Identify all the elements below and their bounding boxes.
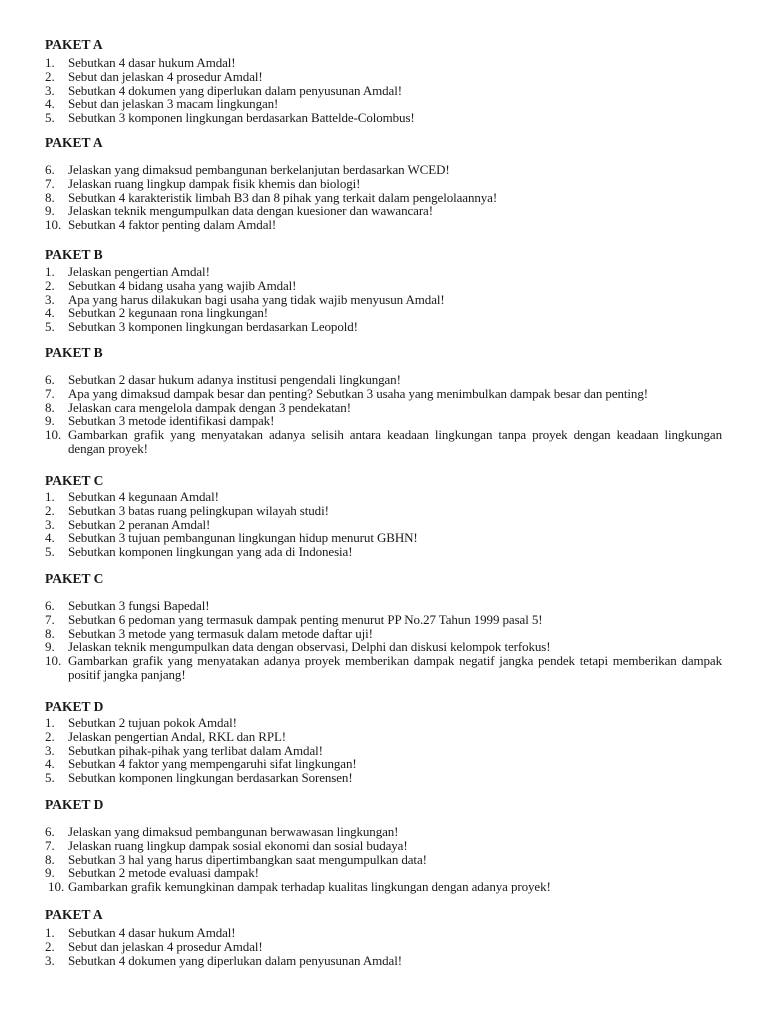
question-item [45,545,722,559]
question-list [45,163,722,232]
question-item [45,880,722,894]
question-number: 6. [45,162,55,177]
section-heading: PAKET A [45,135,103,150]
question-text: Jelaskan yang dimaksud pembangunan berkelanjutan berdasarkan WCED! [68,162,450,177]
question-text: Jelaskan ruang lingkup dampak fisik khemis dan biologi! [68,175,361,191]
section-heading: PAKET B [45,247,103,262]
question-item [45,839,722,853]
question-item [45,293,722,307]
question-text: Sebutkan 3 metode identifikasi dampak! [68,413,275,429]
question-number: 10. [48,879,65,895]
question-item [45,306,722,320]
question-item [45,866,722,880]
question-number: 9. [45,203,55,219]
question-item [45,518,722,532]
question-number: 3. [45,742,55,758]
question-text: Jelaskan pengertian Andal, RKL dan RPL! [68,728,287,744]
question-item [45,191,722,205]
question-item [45,414,722,428]
question-item [45,954,722,968]
question-number: 6. [45,824,55,839]
question-item [45,97,722,111]
section-heading: PAKET D [45,699,104,714]
question-item [45,730,722,744]
question-text: Sebutkan 3 komponen lingkungan berdasarkan Leopold! [68,319,358,335]
question-list [45,599,722,682]
question-item [45,265,722,279]
question-text: Sebutkan 2 metode evaluasi dampak! [68,865,259,881]
question-number: 10. [45,427,62,443]
question-number: 9. [45,865,55,881]
question-item [45,84,722,98]
question-text: Sebutkan 2 dasar hukum adanya institusi pengendali lingkungan! [68,372,401,387]
question-text: Jelaskan teknik mengumpulkan data dengan observasi, Delphi dan diskusi kelompok terfokus! [68,639,551,655]
question-item [45,654,722,682]
question-number: 5. [45,319,55,335]
question-item [45,940,722,954]
question-item [45,401,722,415]
question-text: Jelaskan yang dimaksud pembangunan berwawasan lingkungan! [68,824,399,839]
question-number: 7. [45,175,55,191]
question-item [45,613,722,627]
question-item [45,111,722,125]
question-list [45,373,722,456]
question-item [45,320,722,334]
question-text: Sebutkan pihak-pihak yang terlibat dalam Amdal! [68,742,323,758]
question-list [45,926,722,967]
question-item [45,177,722,191]
section-heading: PAKET A [45,907,103,922]
question-number: 6. [45,372,55,387]
question-text: Sebutkan 3 fungsi Bapedal! [68,598,210,613]
question-item [45,163,722,177]
question-number: 4. [45,305,55,321]
question-number: 9. [45,413,55,429]
question-item [45,204,722,218]
question-number: 3. [45,952,55,968]
question-item [45,218,722,232]
question-text: Sebutkan 4 faktor penting dalam Amdal! [68,217,277,233]
question-number: 6. [45,598,55,613]
question-item [45,744,722,758]
question-text: Jelaskan pengertian Amdal! [68,264,210,279]
question-number: 2. [45,277,55,293]
question-text: Gambarkan grafik yang menyatakan adanya selisih antara keadaan lingkungan tanpa proyek dengan keadaan lingkungan dengan proyek! [68,427,722,456]
question-item [45,490,722,504]
question-number: 8. [45,851,55,867]
question-text: Sebutkan 4 dasar hukum Amdal! [68,925,236,940]
question-item [45,771,722,785]
question-item [45,56,722,70]
question-text: Sebut dan jelaskan 4 prosedur Amdal! [68,938,263,954]
question-item [45,825,722,839]
question-text: Sebutkan 4 dokumen yang diperlukan dalam penyusunan Amdal! [68,952,402,968]
question-item [45,627,722,641]
question-text: Sebutkan 3 metode yang termasuk dalam metode daftar uji! [68,625,373,641]
question-text: Sebutkan 4 bidang usaha yang wajib Amdal! [68,277,297,293]
question-list [45,825,722,894]
question-text: Sebutkan 3 hal yang harus dipertimbangkan saat mengumpulkan data! [68,851,427,867]
question-number: 7. [45,611,55,627]
question-text: Jelaskan ruang lingkup dampak sosial ekonomi dan sosial budaya! [68,837,408,853]
question-number: 4. [45,756,55,772]
question-item [45,70,722,84]
question-number: 1. [45,55,55,70]
question-text: Sebutkan 3 tujuan pembangunan lingkungan hidup menurut GBHN! [68,530,418,546]
question-text: Sebutkan 4 faktor yang mempengaruhi sifat lingkungan! [68,756,357,772]
question-number: 2. [45,938,55,954]
question-number: 8. [45,399,55,415]
question-item [45,531,722,545]
question-item [45,599,722,613]
question-number: 1. [45,715,55,730]
question-number: 10. [45,217,62,233]
question-text: Sebutkan 3 batas ruang pelingkupan wilayah studi! [68,502,329,518]
question-item [45,504,722,518]
section-heading: PAKET D [45,797,104,812]
question-text: Sebutkan 4 dasar hukum Amdal! [68,55,236,70]
question-item [45,428,722,456]
question-number: 5. [45,544,55,560]
question-number: 2. [45,68,55,84]
question-text: Sebutkan 4 dokumen yang diperlukan dalam penyusunan Amdal! [68,82,402,98]
question-text: Sebutkan 6 pedoman yang termasuk dampak penting menurut PP No.27 Tahun 1999 pasal 5! [68,611,543,627]
question-text: Sebutkan 2 peranan Amdal! [68,516,211,532]
question-item [45,373,722,387]
question-text: Gambarkan grafik yang menyatakan adanya proyek memberikan dampak negatif jangka pendek tetapi memberikan dampak positif jangka panjang! [68,653,722,682]
section-heading: PAKET C [45,571,104,586]
question-list [45,716,722,785]
question-number: 1. [45,925,55,940]
question-text: Sebutkan 3 komponen lingkungan berdasarkan Battelde-Colombus! [68,110,415,126]
question-text: Apa yang dimaksud dampak besar dan penting? Sebutkan 3 usaha yang menimbulkan dampak besar dan penting! [68,385,648,401]
question-number: 4. [45,96,55,112]
question-text: Apa yang harus dilakukan bagi usaha yang tidak wajib menyusun Amdal! [68,291,445,307]
question-list [45,490,722,559]
question-text: Gambarkan grafik kemungkinan dampak terhadap kualitas lingkungan dengan adanya proyek! [68,879,551,895]
question-item [45,757,722,771]
question-item [45,716,722,730]
question-number: 1. [45,264,55,279]
question-text: Sebutkan 4 kegunaan Amdal! [68,489,219,504]
question-number: 8. [45,189,55,205]
question-number: 1. [45,489,55,504]
question-item [45,926,722,940]
question-item [45,853,722,867]
question-text: Sebut dan jelaskan 3 macam lingkungan! [68,96,279,112]
question-number: 2. [45,728,55,744]
question-number: 3. [45,516,55,532]
question-number: 7. [45,385,55,401]
question-text: Jelaskan cara mengelola dampak dengan 3 pendekatan! [68,399,351,415]
section-heading: PAKET A [45,37,103,52]
question-number: 9. [45,639,55,655]
question-text: Sebut dan jelaskan 4 prosedur Amdal! [68,68,263,84]
question-text: Sebutkan 2 kegunaan rona lingkungan! [68,305,269,321]
question-text: Sebutkan komponen lingkungan berdasarkan Sorensen! [68,770,353,786]
question-item [45,279,722,293]
question-text: Sebutkan 4 karakteristik limbah B3 dan 8 pihak yang terkait dalam pengelolaannya! [68,189,498,205]
question-text: Sebutkan komponen lingkungan yang ada di Indonesia! [68,544,353,560]
question-item [45,387,722,401]
section-heading: PAKET C [45,473,104,488]
question-number: 2. [45,502,55,518]
question-item [45,640,722,654]
question-number: 4. [45,530,55,546]
question-number: 10. [45,653,62,669]
question-number: 5. [45,770,55,786]
question-number: 5. [45,110,55,126]
question-list [45,265,722,334]
question-number: 8. [45,625,55,641]
question-text: Sebutkan 2 tujuan pokok Amdal! [68,715,237,730]
question-list [45,56,722,125]
section-heading: PAKET B [45,345,103,360]
question-number: 7. [45,837,55,853]
question-number: 3. [45,291,55,307]
question-text: Jelaskan teknik mengumpulkan data dengan kuesioner dan wawancara! [68,203,433,219]
question-number: 3. [45,82,55,98]
